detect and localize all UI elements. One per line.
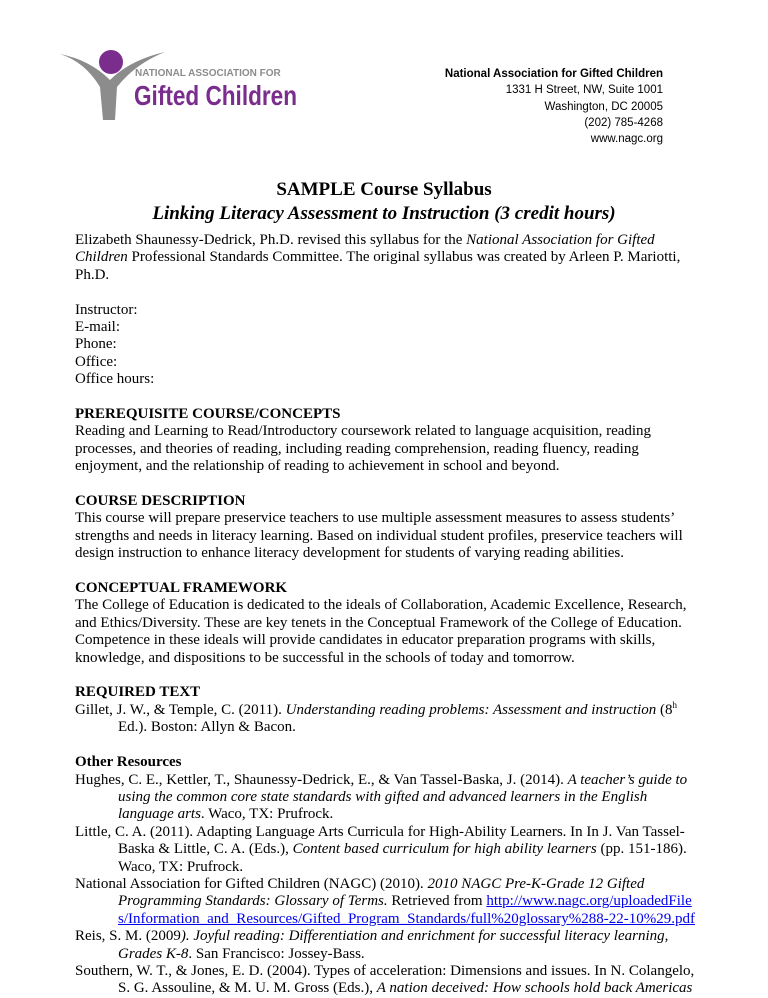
- address-block: [445, 66, 663, 147]
- section-text: The College of Education is dedicated to the ideals of Collaboration, Academic Excellence, Research, and Ethics/Diversity. These are key tenets in the Conceptual Framework of the College of Education. Competence in these ideals will provide candidates in educator preparation programs with skills, knowledge, and dispositions to be successful in the schools of today and tomorrow.: [75, 597, 687, 666]
- ref-text: Ed.). Boston: Allyn & Bacon.: [118, 719, 296, 736]
- ref-text: National Association for Gifted Children (NAGC) (2010).: [75, 875, 428, 892]
- ref-text: Gillet, J. W., & Temple, C. (2011).: [75, 701, 286, 718]
- reference-item: [75, 772, 700, 824]
- title-block: [0, 178, 768, 226]
- section-heading: COURSE DESCRIPTION: [75, 493, 246, 510]
- reference-item: [75, 963, 700, 998]
- phone: (202) 785-4268: [584, 116, 663, 129]
- ref-text: Retrieved from: [387, 893, 487, 910]
- section-heading: PREREQUISITE COURSE/CONCEPTS: [75, 406, 341, 423]
- intro-org: National Association for Gifted Children: [75, 232, 655, 266]
- section-framework: [75, 580, 700, 667]
- office-label: Office:: [75, 353, 118, 370]
- phone-label: Phone:: [75, 336, 117, 353]
- office-hours-label: Office hours:: [75, 371, 155, 388]
- ref-text: (8: [656, 701, 673, 718]
- svg-text:NATIONAL ASSOCIATION FOR: NATIONAL ASSOCIATION FOR: [135, 68, 281, 79]
- ref-text: Hughes, C. E., Kettler, T., Shaunessy-Dedrick, E., & Van Tassel-Baska, J. (2014).: [75, 771, 568, 788]
- section-heading: CONCEPTUAL FRAMEWORK: [75, 580, 288, 597]
- ref-text: Little, C. A. (2011). Adapting Language Arts Curricula for High-Ability Learners. In In J. Van Tassel-Baska & Little, C. A. (Eds.),: [75, 823, 685, 858]
- reference-item: [75, 928, 700, 963]
- ref-text: Southern, W. T., & Jones, E. D. (2004). Types of acceleration: Dimensions and issues. In N. Colangelo, S. G. Assouline, & M. U. M. Gross (Eds.),: [75, 962, 695, 997]
- required-text-heading: REQUIRED TEXT: [75, 684, 201, 701]
- reference-item: [75, 824, 700, 876]
- email-label: E-mail:: [75, 319, 120, 336]
- intro-paragraph: [75, 232, 700, 284]
- city: Washington, DC 20005: [544, 100, 663, 113]
- ref-title: A teacher’s guide to using the common core state standards with gifted and advanced learners in the English language arts: [118, 771, 688, 823]
- street: 1331 H Street, NW, Suite 1001: [505, 84, 663, 97]
- nagc-logo: [55, 42, 305, 122]
- section-text: Reading and Learning to Read/Introductory coursework related to language acquisition, reading processes, and theories of reading, including reading comprehension, reading fluency, reading enjoyment, and the relationship of reading to achievement in school and beyond.: [75, 423, 652, 475]
- reference-link[interactable]: http://www.nagc.org/uploadedFiles/Information_and_Resources/Gifted_Program_Standards/full%20glossary%288-22-10%29.pdf: [118, 893, 695, 927]
- svg-text:Gifted Children: Gifted Children: [134, 80, 297, 111]
- section-prerequisite: [75, 406, 700, 476]
- contact-info: [75, 302, 700, 389]
- page-subtitle: Linking Literacy Assessment to Instruction (3 credit hours): [152, 203, 616, 224]
- other-resources-heading: Other Resources: [75, 754, 182, 771]
- ref-text: . Waco, TX: Prufrock.: [200, 806, 334, 823]
- ref-text: (pp. 151-186). Waco, TX: Prufrock.: [118, 841, 687, 875]
- ref-sup: h: [672, 699, 678, 710]
- intro-text: Elizabeth Shaunessy-Dedrick, Ph.D. revised this syllabus for the: [75, 232, 467, 248]
- section-description: [75, 493, 700, 563]
- required-reference: [75, 699, 700, 737]
- reference-item: [75, 876, 700, 928]
- page-title: SAMPLE Course Syllabus: [276, 179, 492, 200]
- website: www.nagc.org: [590, 133, 663, 146]
- section-text: This course will prepare preservice teachers to use multiple assessment measures to assess students’ strengths and needs in literacy learning. Based on individual student profiles, preservice teachers will design instruction to enhance literacy development for students of varying reading abilities.: [75, 510, 683, 562]
- ref-title: A nation deceived: How schools hold back Americas: [376, 980, 693, 997]
- ref-title: Content based curriculum for high ability learners: [292, 841, 597, 858]
- ref-text: Reis, S. M. (2009: [75, 928, 181, 945]
- ref-title: 2010 NAGC Pre-K-Grade 12 Gifted Programming Standards: Glossary of Terms.: [118, 875, 645, 910]
- org-name: National Association for Gifted Children: [444, 68, 663, 80]
- ref-title: ). Joyful reading: Differentiation and enrichment for successful literacy learning, Grades K-8: [118, 928, 669, 962]
- ref-title: Understanding reading problems: Assessment and instruction: [285, 701, 657, 718]
- ref-text: . San Francisco: Jossey-Bass.: [188, 945, 365, 962]
- intro-text: Professional Standards Committee. The original syllabus was created by Arleen P. Mariotti, Ph.D.: [75, 249, 681, 283]
- document-body: [75, 232, 700, 998]
- instructor-label: Instructor:: [75, 301, 138, 318]
